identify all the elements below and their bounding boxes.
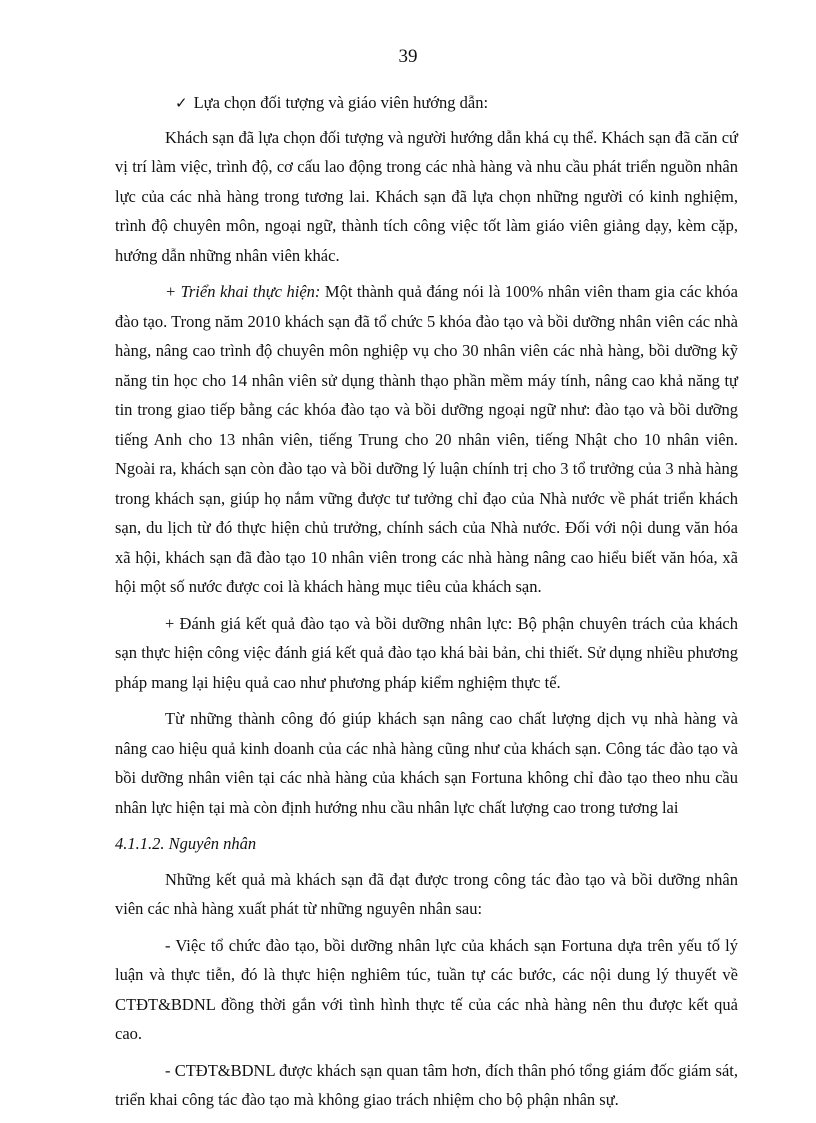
checklist-item-text: Lựa chọn đối tượng và giáo viên hướng dẫn:	[193, 93, 489, 112]
document-body	[115, 88, 738, 1122]
paragraph-cause-1: - Việc tổ chức đào tạo, bồi dưỡng nhân lực của khách sạn Fortuna dựa trên yếu tố lý luận và thực tiễn, đó là thực hiện nghiêm túc, tuần tự các bước, các nội dung lý thuyết về CTĐT&BDNL đồng thời gắn với tình hình thực tế của các nhà hàng nên thu được kết quả cao.	[115, 935, 738, 1043]
paragraph-evaluation: + Đánh giá kết quả đào tạo và bồi dưỡng nhân lực: Bộ phận chuyên trách của khách sạn thực hiện công việc đánh giá kết quả đào tạo khá bài bản, chi thiết. Sử dụng nhiều phương pháp mang lại hiệu quả cao như phương pháp kiểm nghiệm thực tế.	[115, 613, 738, 692]
checklist-item	[115, 88, 738, 119]
paragraph-cause-2: - CTĐT&BDNL được khách sạn quan tâm hơn, đích thân phó tổng giám đốc giám sát, triển khai công tác đào tạo mà không giao trách nhiệm cho bộ phận nhân sự.	[115, 1060, 738, 1109]
paragraph-implementation	[115, 277, 738, 602]
paragraph-selection: Khách sạn đã lựa chọn đối tượng và người hướng dẫn khá cụ thể. Khách sạn đã căn cứ vị trí làm việc, trình độ, cơ cấu lao động trong các nhà hàng và nhu cầu phát triển nguồn nhân lực của các nhà hàng trong tương lai. Khách sạn đã lựa chọn những người có kinh nghiệm, trình độ chuyên môn, ngoại ngữ, thành tích công việc tốt làm giáo viên giảng dạy, kèm cặp, hướng dẫn những nhân viên khác.	[115, 127, 738, 265]
paragraph-results: Từ những thành công đó giúp khách sạn nâng cao chất lượng dịch vụ nhà hàng và nâng cao hiệu quả kinh doanh của các nhà hàng cũng như của khách sạn. Công tác đào tạo và bồi dưỡng nhân viên tại các nhà hàng của khách sạn Fortuna không chỉ đào tạo theo nhu cầu nhân lực hiện tại mà còn định hướng nhu cầu nhân lực chất lượng cao trong tương lai	[115, 709, 738, 817]
checkmark-icon: ✓	[175, 94, 188, 112]
implementation-lead-in: + Triển khai thực hiện:	[165, 282, 321, 301]
page-number: 39	[398, 46, 418, 67]
paragraph-causes-intro: Những kết quả mà khách sạn đã đạt được trong công tác đào tạo và bồi dưỡng nhân viên các nhà hàng xuất phát từ những nguyên nhân sau:	[115, 869, 738, 918]
section-heading: 4.1.1.2. Nguyên nhân	[115, 834, 257, 853]
implementation-text: Một thành quả đáng nói là 100% nhân viên tham gia các khóa đào tạo. Trong năm 2010 khách sạn đã tổ chức 5 khóa đào tạo và bồi dưỡng nhân viên các nhà hàng, nâng cao trình độ chuyên môn nghiệp vụ cho 30 nhân viên các nhà hàng, bồi dưỡng kỹ năng tin học cho 14 nhân viên sử dụng thành thạo phần mềm máy tính, nâng cao khả năng tự tin trong giao tiếp bằng các khóa đào tạo và bồi dưỡng ngoại ngữ như: đào tạo và bồi dưỡng tiếng Anh cho 13 nhân viên, tiếng Trung cho 20 nhân viên, tiếng Nhật cho 10 nhân viên. Ngoài ra, khách sạn còn đào tạo và bồi dưỡng lý luận chính trị cho 3 tổ trưởng của 3 nhà hàng trong khách sạn, giúp họ nắm vững được tư tưởng chỉ đạo của Nhà nước về phát triển khách sạn, du lịch từ đó thực hiện chủ trưởng, chính sách của Nhà nước. Đối với nội dung văn hóa xã hội, khách sạn đã đào tạo 10 nhân viên trong các nhà hàng nâng cao hiểu biết văn hóa, xã hội một số nước được coi là khách hàng mục tiêu của khách sạn.	[115, 282, 738, 596]
